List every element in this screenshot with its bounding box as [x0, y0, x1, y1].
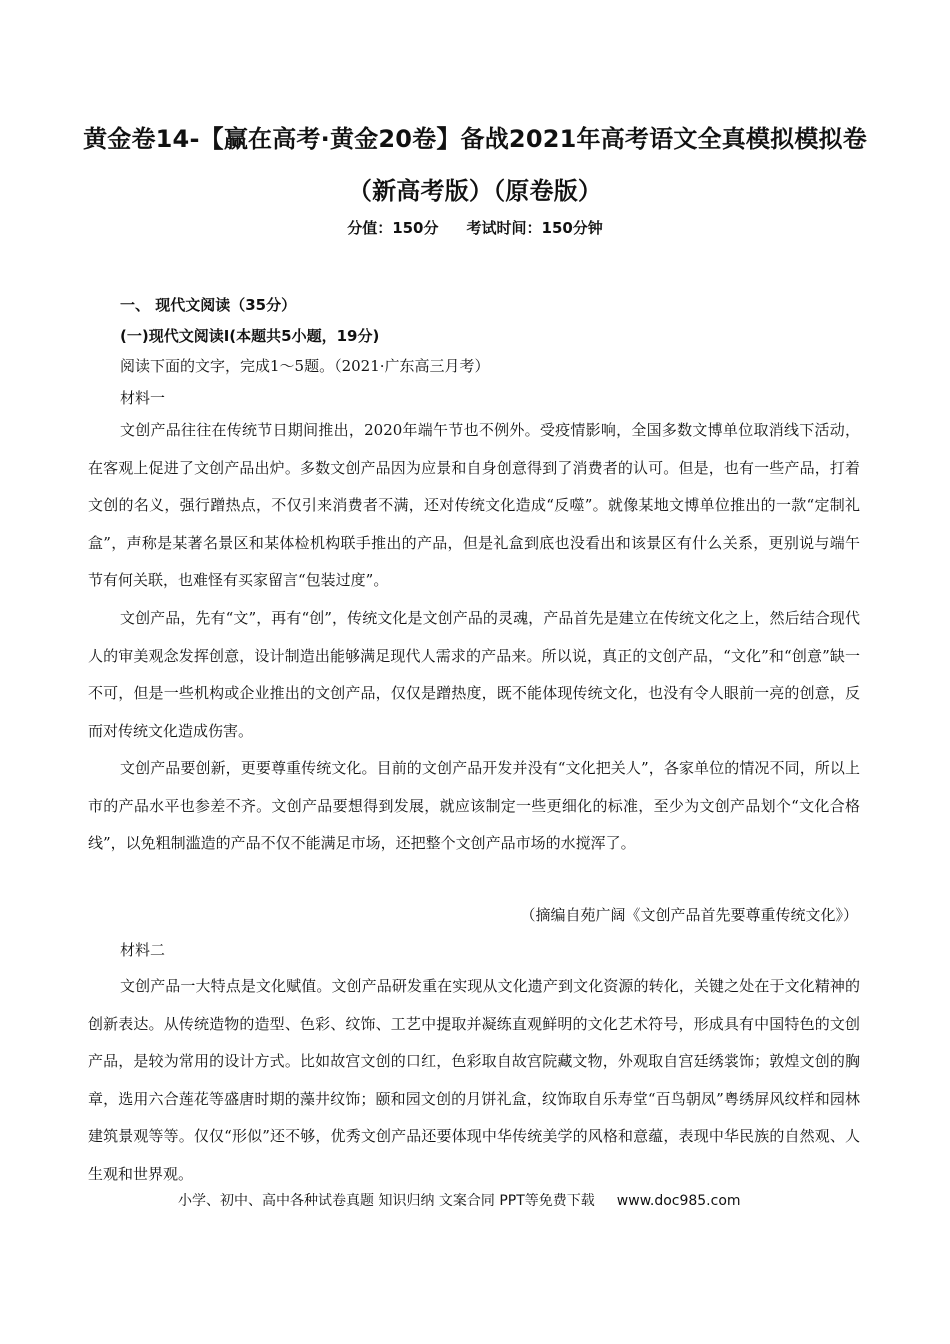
- section-heading: 一、 现代文阅读（35分）: [120, 296, 297, 314]
- score-info: 分值：150分: [347, 219, 439, 237]
- material-two-paragraph: 文创产品一大特点是文化赋值。文创产品研发重在实现从文化遗产到文化资源的转化，关键之处在于文化精神的创新表达。从传统造物的造型、色彩、纹饰、工艺中提取并凝练直观鲜明的文化艺术符号，形成具有中国特色的文创产品，是较为常用的设计方式。比如故宫文创的口红，色彩取自故宫院藏文物，外观取自宫廷绣裳饰；敦煌文创的胸章，选用六合莲花等盛唐时期的藻井纹饰；颐和园文创的月饼礼盒，纹饰取自乐寿堂“百鸟朝凤”粤绣屏风纹样和园林建筑景观等等。仅仅“形似”还不够，优秀文创产品还要体现中华传统美学的风格和意蕴，表现中华民族的自然观、人生观和世界观。: [88, 977, 860, 1183]
- instruction-text: 阅读下面的文字，完成1～5题。（2021·广东高三月考）: [120, 357, 490, 375]
- material-one-paragraph: 文创产品要创新，更要尊重传统文化。目前的文创产品开发并没有“文化把关人”，各家单位的情况不同，所以上市的产品水平也参差不齐。文创产品要想得到发展，就应该制定一些更细化的标准，至少为文创产品划个“文化合格线”，以免粗制滥造的产品不仅不能满足市场，还把整个文创产品市场的水搅浑了。: [88, 759, 860, 852]
- time-info: 考试时间：150分钟: [466, 219, 603, 237]
- exam-title-line2: （新高考版）（原卷版）: [347, 177, 603, 205]
- footer-url[interactable]: www.doc985.com: [616, 1193, 741, 1209]
- material-one-source: （摘编自苑广阔《文创产品首先要尊重传统文化》）: [520, 906, 858, 924]
- exam-title-line1: 黄金卷14-【赢在高考·黄金20卷】备战2021年高考语文全真模拟模拟卷: [83, 125, 867, 153]
- material-one-paragraph: 文创产品，先有“文”，再有“创”，传统文化是文创产品的灵魂，产品首先是建立在传统文化之上，然后结合现代人的审美观念发挥创意，设计制造出能够满足现代人需求的产品来。所以说，真正的文创产品，“文化”和“创意”缺一不可，但是一些机构或企业推出的文创产品，仅仅是蹭热度，既不能体现传统文化，也没有令人眼前一亮的创意，反而对传统文化造成伤害。: [88, 609, 860, 740]
- material-one-label: 材料一: [120, 389, 166, 407]
- material-two-label: 材料二: [120, 941, 166, 959]
- page-footer: [178, 1190, 741, 1212]
- material-one-paragraph: 文创产品往往在传统节日期间推出，2020年端午节也不例外。受疫情影响，全国多数文博单位取消线下活动，在客观上促进了文创产品出炉。多数文创产品因为应景和自身创意得到了消费者的认可。但是，也有一些产品，打着文创的名义，强行蹭热点，不仅引来消费者不满，还对传统文化造成“反噬”。就像某地文博单位推出的一款“定制礼盒”，声称是某著名景区和某体检机构联手推出的产品，但是礼盒到底也没看出和该景区有什么关系，更别说与端午节有何关联，也难怪有买家留言“包装过度”。: [88, 421, 860, 589]
- footer-text: 小学、初中、高中各种试卷真题 知识归纳 文案合同 PPT等免费下载: [178, 1193, 595, 1209]
- section-subheading: (一)现代文阅读Ⅰ(本题共5小题，19分): [120, 327, 380, 345]
- exam-meta: [0, 217, 950, 239]
